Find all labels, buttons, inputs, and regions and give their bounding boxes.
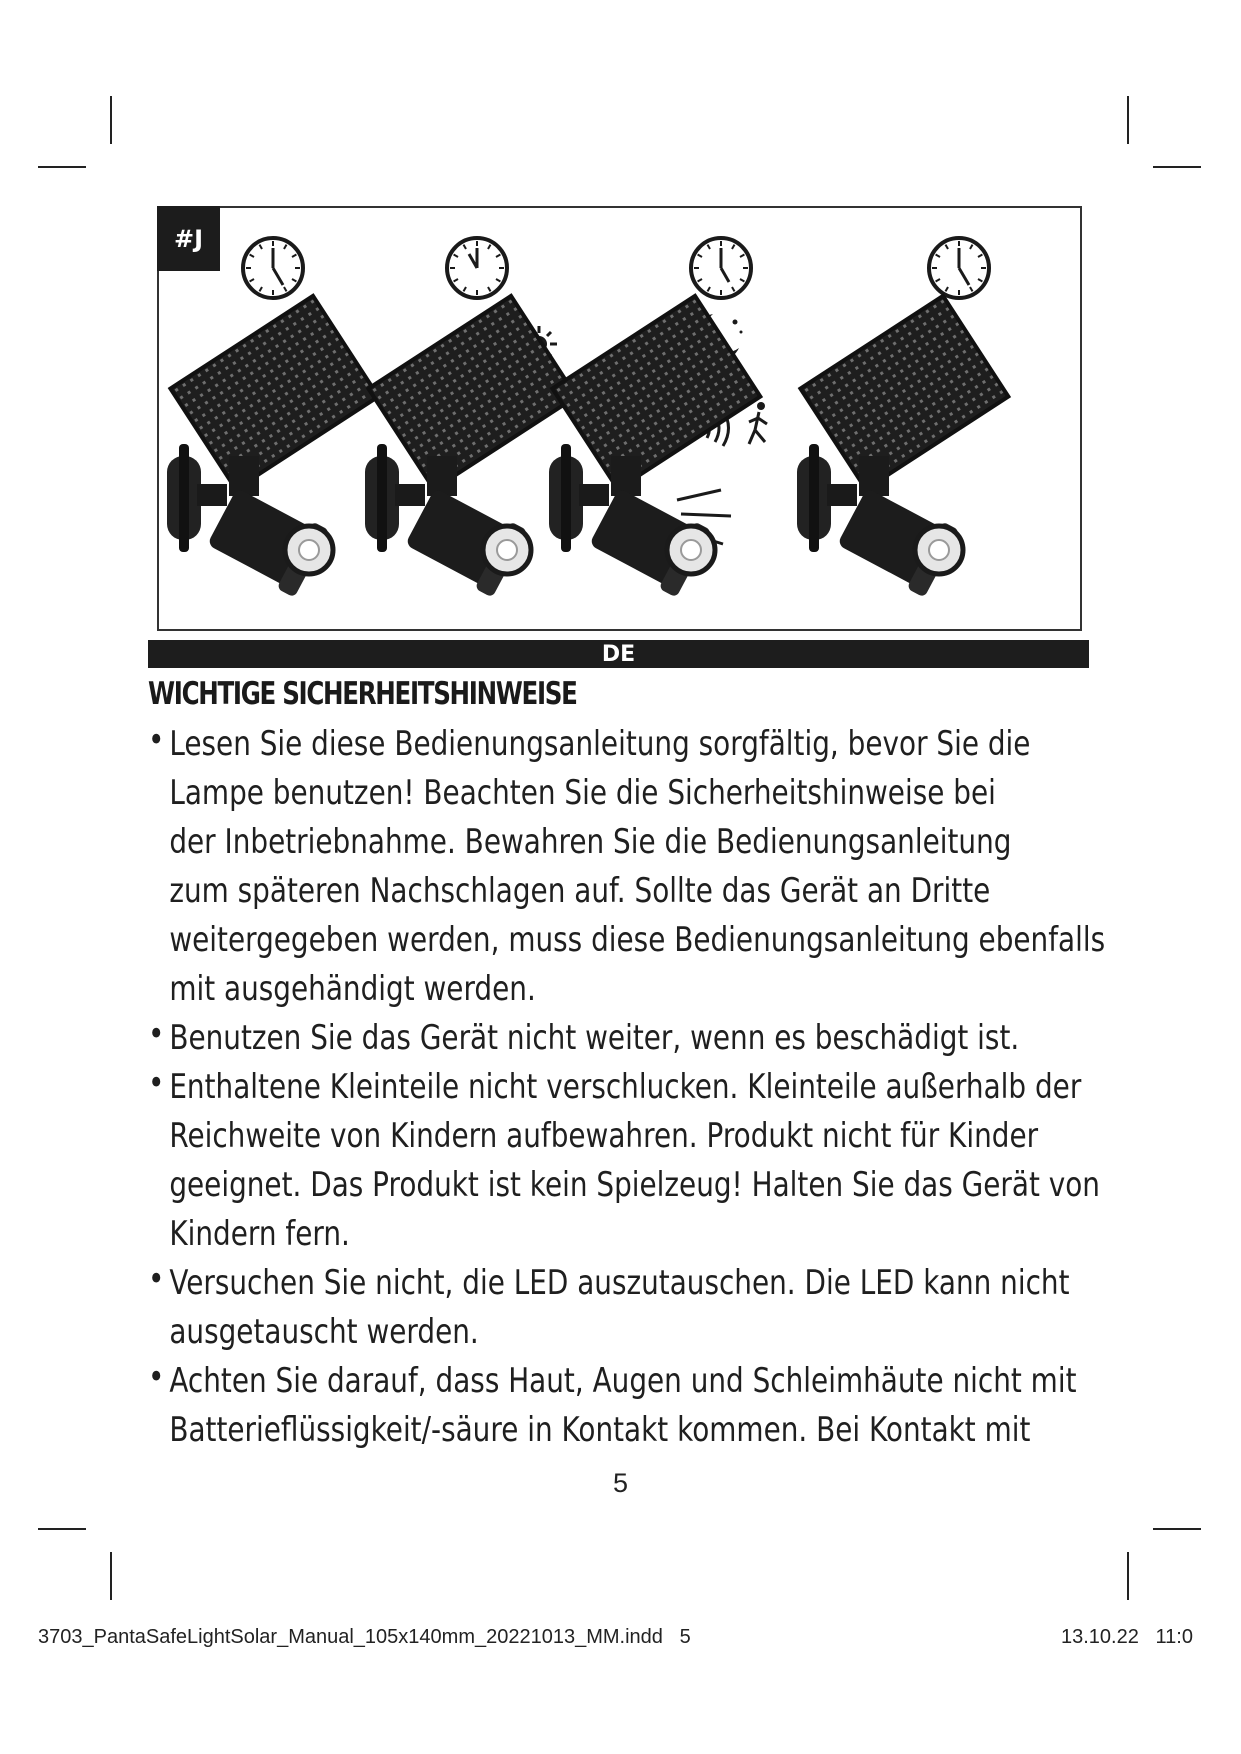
- walking-person-icon: [749, 402, 767, 444]
- list-item: [148, 1357, 1077, 1455]
- language-bar: [148, 640, 1089, 668]
- text-line: Achten Sie darauf, dass Haut, Augen und Schleimhäute nicht mit: [169, 1361, 1077, 1401]
- crop-mark: [110, 96, 112, 144]
- footer-file-name: 3703_PantaSafeLightSolar_Manual_105x140mm_20221013_MM.indd 5: [38, 1626, 691, 1648]
- footer-date: 13.10.22 11:0: [1061, 1626, 1193, 1648]
- clock-icon: [447, 238, 507, 298]
- list-item: [148, 1014, 1050, 1063]
- clock-icon: [243, 238, 303, 298]
- page-number: 5: [612, 1468, 629, 1498]
- text-line: geeignet. Das Produkt ist kein Spielzeug! Halten Sie das Gerät von: [169, 1165, 1100, 1205]
- bullet-icon: •: [148, 1259, 165, 1299]
- text-line: mit ausgehändigt werden.: [169, 969, 536, 1009]
- text-line: der Inbetriebnahme. Bewahren Sie die Bedienungsanleitung: [169, 822, 1012, 862]
- text-line: zum späteren Nachschlagen auf. Sollte das Gerät an Dritte: [169, 871, 991, 911]
- solar-lamp-image: [549, 296, 760, 598]
- text-line: ausgetauscht werden.: [169, 1312, 479, 1352]
- crop-mark: [110, 1552, 112, 1600]
- bullet-icon: •: [148, 720, 165, 760]
- text-line: Batterieflüssigkeit/-säure in Kontakt kommen. Bei Kontakt mit: [169, 1410, 1031, 1450]
- text-line: Lampe benutzen! Beachten Sie die Sicherheitshinweise bei: [169, 773, 996, 813]
- clock-icon: [691, 238, 751, 298]
- figure-label: #J: [157, 206, 220, 271]
- crop-mark: [38, 1528, 86, 1530]
- illustration-figure: [157, 206, 1082, 631]
- crop-mark: [1153, 1528, 1201, 1530]
- text-line: weitergegeben werden, muss diese Bedienungsanleitung ebenfalls: [169, 920, 1106, 960]
- crop-mark: [1153, 166, 1201, 168]
- bullet-icon: •: [148, 1357, 165, 1397]
- bullet-icon: •: [148, 1063, 165, 1103]
- section-heading: WICHTIGE SICHERHEITSHINWEISE: [148, 676, 577, 712]
- list-item: [148, 1259, 1070, 1357]
- text-line: Benutzen Sie das Gerät nicht weiter, wenn es beschädigt ist.: [169, 1018, 1020, 1058]
- safety-instructions-list: [148, 720, 1106, 1455]
- list-item: [148, 1063, 1100, 1259]
- text-line: Kindern fern.: [169, 1214, 350, 1254]
- list-item: [148, 720, 1106, 1014]
- lamp-illustration: [159, 208, 1080, 629]
- solar-lamp-image: [797, 296, 1008, 598]
- clock-icon: [929, 238, 989, 298]
- solar-lamp-image: [167, 296, 378, 598]
- text-line: Versuchen Sie nicht, die LED auszutauschen. Die LED kann nicht: [169, 1263, 1070, 1303]
- text-line: Enthaltene Kleinteile nicht verschlucken. Kleinteile außerhalb der: [169, 1067, 1082, 1107]
- crop-mark: [1127, 1552, 1129, 1600]
- text-line: Lesen Sie diese Bedienungsanleitung sorgfältig, bevor Sie die: [169, 724, 1031, 764]
- bullet-icon: •: [148, 1014, 165, 1054]
- crop-mark: [1127, 96, 1129, 144]
- crop-mark: [38, 166, 86, 168]
- language-code: DE: [601, 641, 636, 667]
- text-line: Reichweite von Kindern aufbewahren. Produkt nicht für Kinder: [169, 1116, 1039, 1156]
